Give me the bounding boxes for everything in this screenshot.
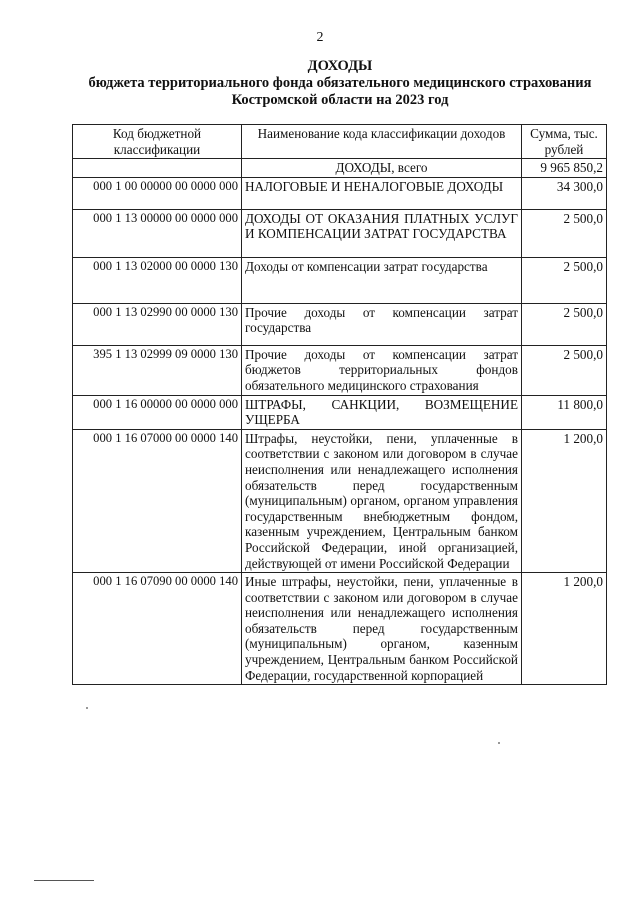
table-row: [73, 209, 607, 257]
row-name: Прочие доходы от компенсации затрат бюджетов территориальных фондов обязательного медицинского страхования: [242, 345, 522, 395]
header-name: Наименование кода классификации доходов: [242, 125, 522, 159]
row-code: 000 1 13 00000 00 0000 000: [73, 209, 242, 257]
row-name: Иные штрафы, неустойки, пени, уплаченные в соответствии с законом или договором в случае неисполнения или ненадлежащего исполнения обязательств перед государственным (муниципальным) органом, казенным учреждением, Центральным банком Российской Федерации, государственной корпорацией: [242, 573, 522, 685]
scan-speck: [498, 742, 500, 744]
table-header-row: [73, 125, 607, 159]
row-name: НАЛОГОВЫЕ И НЕНАЛОГОВЫЕ ДОХОДЫ: [242, 177, 522, 209]
income-table: [72, 124, 607, 685]
row-code: 395 1 13 02999 09 0000 130: [73, 345, 242, 395]
row-amount: 2 500,0: [522, 209, 607, 257]
table-row: [73, 303, 607, 345]
table-row: [73, 429, 607, 572]
row-amount: 1 200,0: [522, 429, 607, 572]
row-code: 000 1 13 02000 00 0000 130: [73, 257, 242, 303]
row-name: Прочие доходы от компенсации затрат государства: [242, 303, 522, 345]
row-name: ДОХОДЫ ОТ ОКАЗАНИЯ ПЛАТНЫХ УСЛУГ И КОМПЕНСАЦИИ ЗАТРАТ ГОСУДАРСТВА: [242, 209, 522, 257]
title-line-2: бюджета территориального фонда обязательного медицинского страхования: [88, 75, 592, 91]
row-amount: 2 500,0: [522, 303, 607, 345]
total-row: [73, 159, 607, 178]
row-name: Штрафы, неустойки, пени, уплаченные в соответствии с законом или договором в случае неисполнения или ненадлежащего исполнения обязательств перед государственным (муниципальным) органом, органом управления государственным внебюджетным фондом, казенным учреждением, Центральным банком Российской Федерации, иной организацией, действующей от имени Российской Федерации: [242, 429, 522, 572]
total-label: ДОХОДЫ, всего: [242, 159, 522, 178]
title-line-1: ДОХОДЫ: [307, 58, 373, 74]
table-row: [73, 395, 607, 429]
total-amount: 9 965 850,2: [522, 159, 607, 178]
row-name: Доходы от компенсации затрат государства: [242, 257, 522, 303]
title-line-3: Костромской области на 2023 год: [231, 92, 449, 108]
row-amount: 34 300,0: [522, 177, 607, 209]
row-name: ШТРАФЫ, САНКЦИИ, ВОЗМЕЩЕНИЕ УЩЕРБА: [242, 395, 522, 429]
table-row: [73, 573, 607, 685]
footer-rule: [34, 880, 94, 881]
document-title: [40, 58, 640, 109]
row-amount: 2 500,0: [522, 257, 607, 303]
header-code: Код бюджетной классификации: [73, 125, 242, 159]
header-amount: Сумма, тыс. рублей: [522, 125, 607, 159]
scan-speck: [86, 707, 88, 709]
row-code: 000 1 16 07090 00 0000 140: [73, 573, 242, 685]
total-code-cell: [73, 159, 242, 178]
row-amount: 2 500,0: [522, 345, 607, 395]
row-code: 000 1 00 00000 00 0000 000: [73, 177, 242, 209]
table-row: [73, 257, 607, 303]
row-amount: 1 200,0: [522, 573, 607, 685]
row-code: 000 1 16 00000 00 0000 000: [73, 395, 242, 429]
table-row: [73, 177, 607, 209]
row-code: 000 1 16 07000 00 0000 140: [73, 429, 242, 572]
table-row: [73, 345, 607, 395]
row-amount: 11 800,0: [522, 395, 607, 429]
row-code: 000 1 13 02990 00 0000 130: [73, 303, 242, 345]
page-number: 2: [316, 30, 324, 45]
